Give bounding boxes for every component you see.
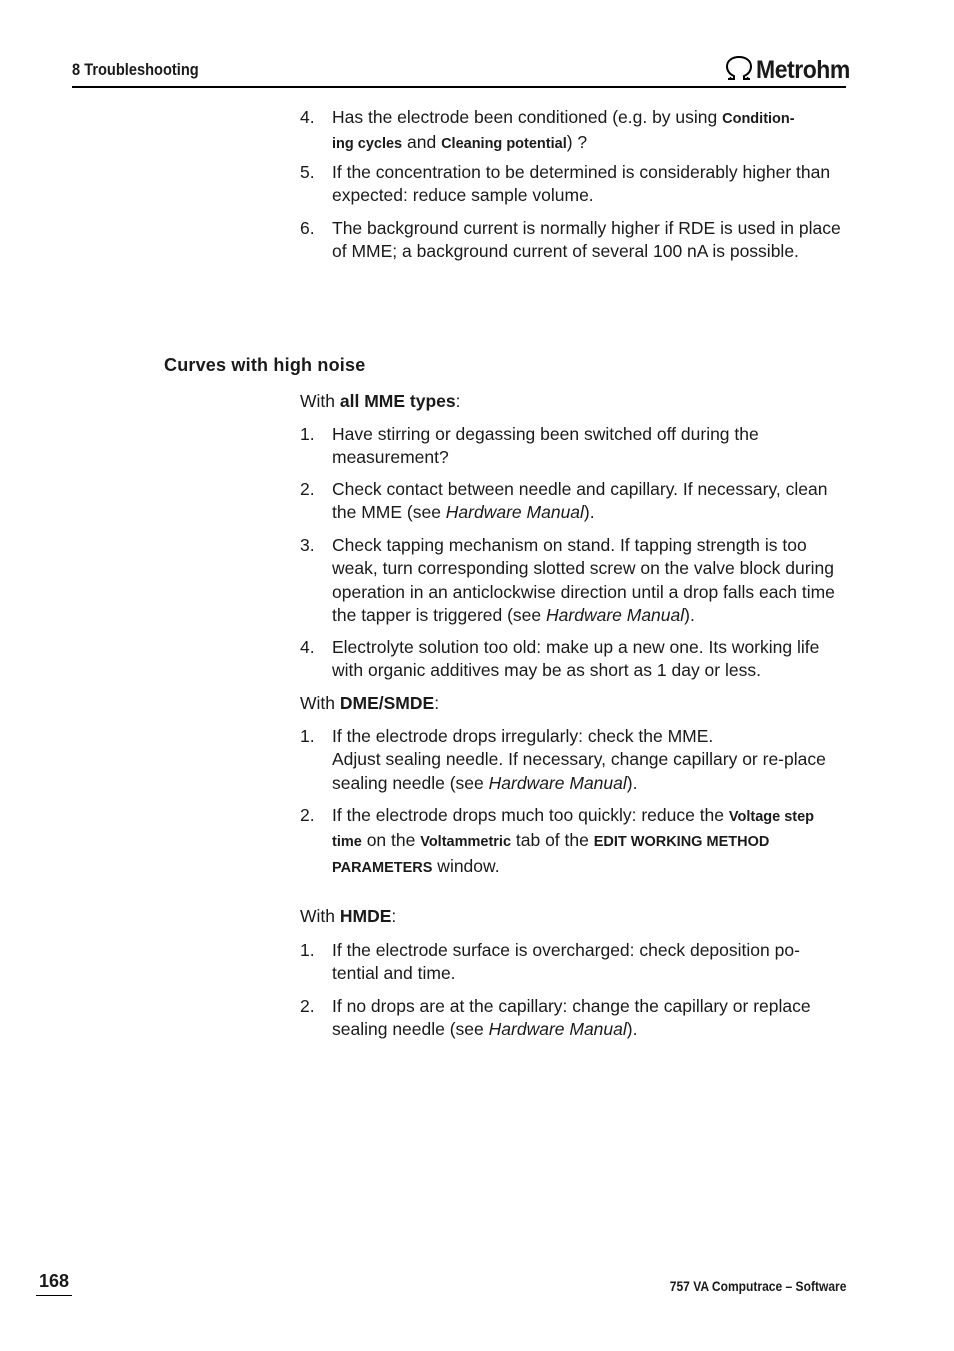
- metrohm-logo: [724, 55, 858, 85]
- omega-icon: [724, 55, 754, 86]
- item-number: 4.: [300, 637, 315, 657]
- item-number: 4.: [300, 107, 315, 127]
- item-text: If the electrode drops much too quickly: reduce the Voltage step time on the Voltammetric tab of the EDIT WORKING METHOD PARAMETERS window.: [332, 805, 815, 876]
- item-text: Electrolyte solution too old: make up a new one. Its working life with organic additives may be as short as 1 day or less.: [332, 637, 820, 681]
- item-text: Have stirring or degassing been switched off during the measurement?: [332, 424, 759, 468]
- ui-term: ing cycles: [332, 136, 403, 153]
- item-text: If the electrode surface is overcharged: check deposition po-tential and time.: [332, 940, 800, 984]
- manual-reference: Hardware Manual: [445, 502, 584, 523]
- manual-reference: Hardware Manual: [546, 604, 685, 625]
- manual-reference: Hardware Manual: [488, 772, 627, 793]
- page-number: 168: [36, 1271, 72, 1296]
- group-lead: With all MME types:: [300, 391, 461, 411]
- item-number: 3.: [300, 535, 315, 555]
- item-text: The background current is normally higher if RDE is used in place of MME; a background current of several 100 nA is possible.: [332, 218, 841, 262]
- item-text: Check contact between needle and capillary. If necessary, clean the MME (see Hardware Manual).: [332, 479, 828, 523]
- header-rule: [72, 86, 846, 88]
- item-number: 1.: [300, 726, 315, 746]
- item-number: 2.: [300, 805, 315, 825]
- ui-term: Cleaning potential: [441, 136, 567, 153]
- item-number: 2.: [300, 996, 315, 1016]
- item-number: 1.: [300, 424, 315, 444]
- ui-term: Voltammetric: [420, 834, 512, 851]
- group-lead: With DME/SMDE:: [300, 693, 440, 713]
- item-number: 5.: [300, 162, 315, 182]
- item-text: If the concentration to be determined is considerably higher than expected: reduce sample volume.: [332, 162, 831, 206]
- manual-reference: Hardware Manual: [488, 1019, 627, 1040]
- item-number: 1.: [300, 940, 315, 960]
- item-text: If no drops are at the capillary: change the capillary or replace sealing needle (see Hardware Manual).: [332, 996, 811, 1040]
- group-lead: With HMDE:: [300, 906, 397, 926]
- item-text: If the electrode drops irregularly: check the MME. Adjust sealing needle. If necessary, change capillary or re-place sealing needle (see Hardware Manual).: [332, 726, 826, 793]
- item-number: 6.: [300, 218, 315, 238]
- chapter-heading: 8 Troubleshooting: [72, 60, 199, 79]
- item-text: Has the electrode been conditioned (e.g. by using Condition- ing cycles and Cleaning potential) ?: [332, 107, 795, 153]
- item-number: 2.: [300, 479, 315, 499]
- section-title: Curves with high noise: [164, 355, 366, 375]
- ui-term: EDIT WORKING METHOD PARAMETERS: [332, 834, 770, 876]
- ui-term: Condition-: [722, 111, 795, 127]
- ui-term: Voltage step time: [332, 809, 815, 851]
- document-title: 757 VA Computrace – Software: [669, 1278, 846, 1294]
- logo-wordmark: Metrohm: [756, 55, 850, 84]
- item-text: Check tapping mechanism on stand. If tapping strength is too weak, turn corresponding slotted screw on the valve block during operation in an anticlockwise direction until a drop falls each time the tapper is triggered (see Hardware Manual).: [332, 535, 835, 625]
